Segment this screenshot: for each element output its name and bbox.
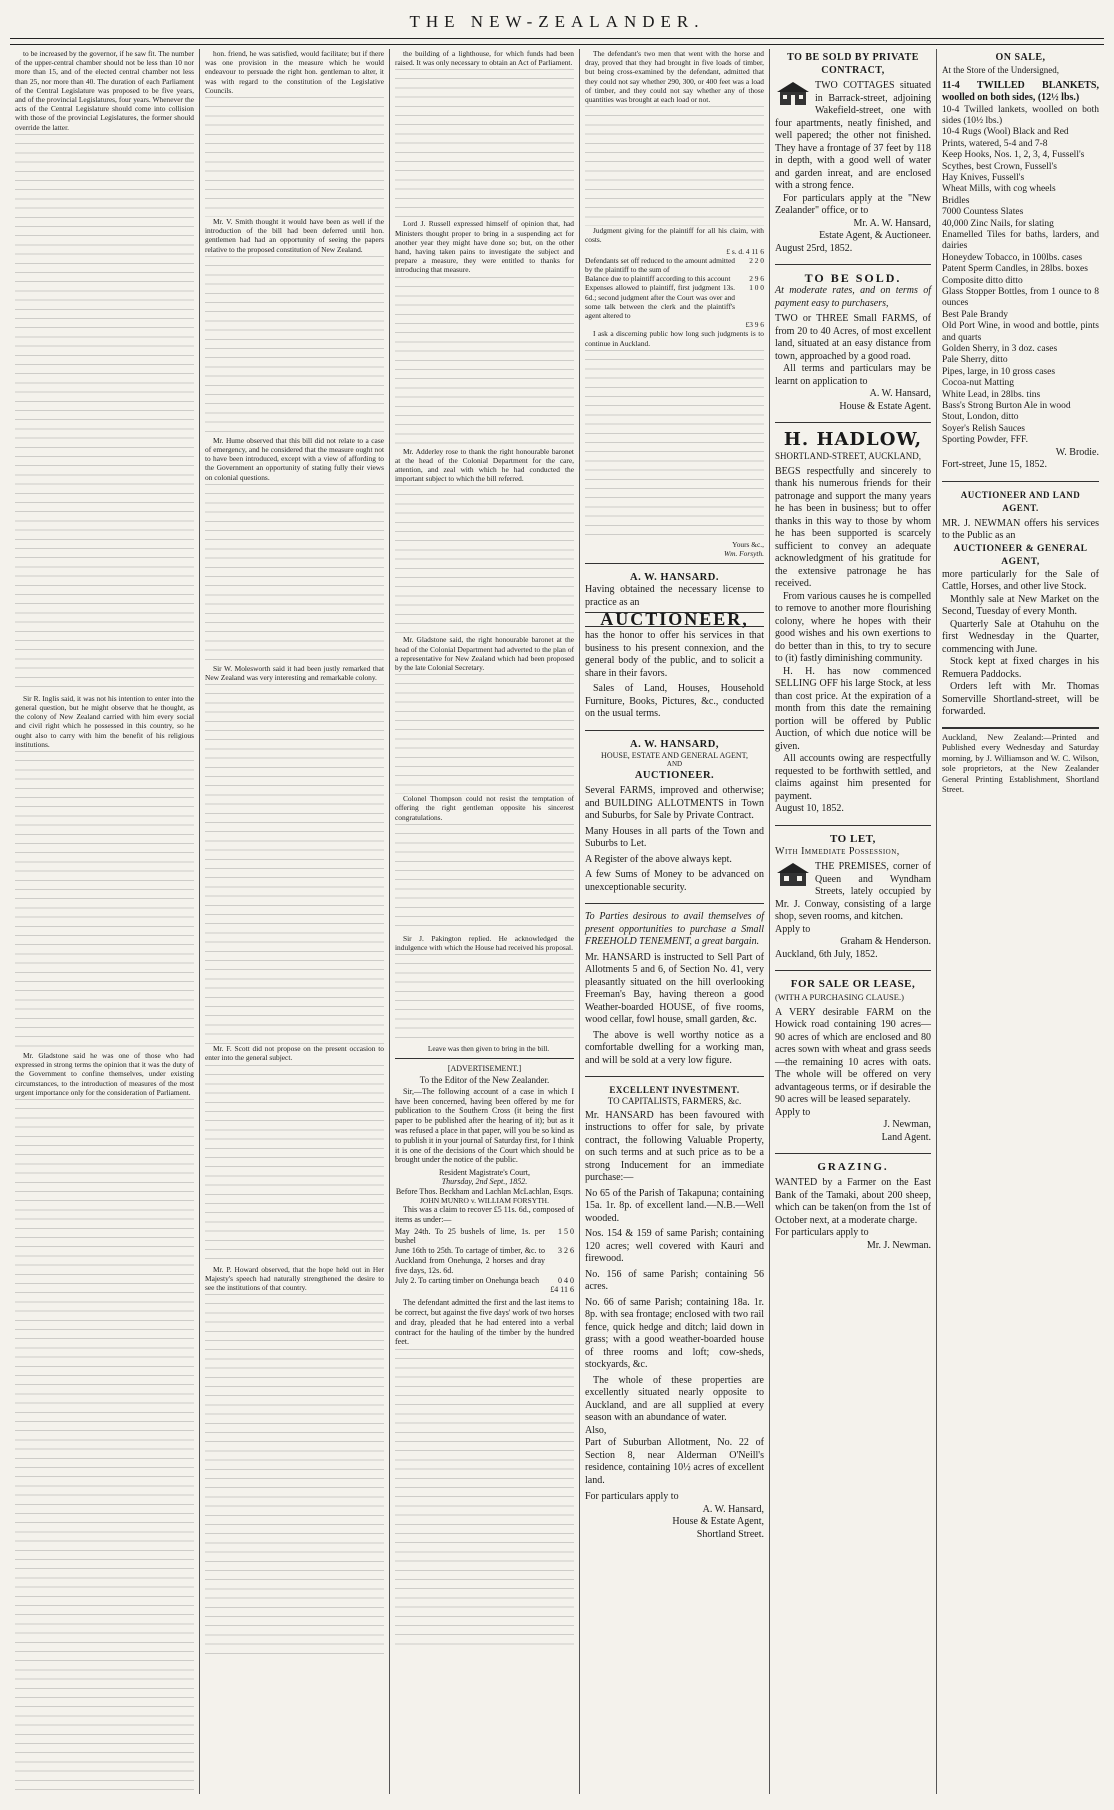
house-icon bbox=[775, 861, 811, 887]
ad-text: For particulars apply at the "New Zealander" office, or to bbox=[775, 192, 931, 216]
column-5-right bbox=[937, 49, 1104, 1794]
ad-signature: Graham & Henderson. bbox=[840, 936, 931, 947]
ad-heading: H. HADLOW, bbox=[783, 429, 923, 450]
column-4 bbox=[580, 49, 770, 1794]
ad-heading: TO BE SOLD BY PRIVATE CONTRACT, bbox=[787, 52, 919, 76]
claim-item bbox=[395, 1227, 574, 1247]
property-lot: Nos. 154 & 159 of same Parish; containing 120 acres; well covered with Kauri and firewood. bbox=[585, 1228, 764, 1265]
column-5 bbox=[770, 49, 1104, 1794]
claim-item bbox=[395, 1246, 574, 1275]
ad-heading: AUCTIONEER AND LAND AGENT. bbox=[960, 489, 1081, 513]
account-label: Expenses allowed to plaintiff, first judgment 13s. 6d.; second judgment after the Court was over and some talk between the clerk and the plaintiff's agent altered to bbox=[585, 283, 735, 321]
letter-body: Sir,—The following account of a case in which I have been concerned, having been offered by me for publication to the Southern Cross (it being the first paper to be published after the hearing of it); but as it was refused a place in that paper, will you be so kind as to publish it in your journal of Saturday first, for I think it is one of the decisions of the Court which should be brought under the notice of the public. bbox=[395, 1086, 574, 1165]
goods-item: Hay Knives, Fussell's bbox=[942, 172, 1025, 183]
ad-text: MR. J. NEWMAN offers his services to the Public as an bbox=[942, 517, 1099, 542]
letter-closing: Yours &c., bbox=[732, 539, 764, 549]
divider bbox=[775, 264, 931, 265]
ad-date: Auckland, 6th July, 1852. bbox=[775, 948, 878, 960]
ad-subheading: AND bbox=[666, 760, 683, 769]
ad-signature: Land Agent. bbox=[881, 1131, 931, 1143]
article-paragraph: Sir R. Inglis said, it was not his intention to enter into the general question, but he might observe that he thought, as the colony of New Zealand carried with him every social and civil right which he possessed in this country, so he ought also to carry with him the benefit of his religious institutions. bbox=[15, 693, 194, 749]
ad-text: Orders left with Mr. Thomas Somerville Shortland-street, will be forwarded. bbox=[942, 681, 1099, 718]
divider bbox=[585, 730, 764, 731]
account-row bbox=[585, 283, 764, 320]
ad-text: Quarterly Sale at Otahuhu on the first Wednesday in the Quarter, commencing with June. bbox=[942, 618, 1099, 655]
printer-imprint: Auckland, New Zealand:—Printed and Published every Wednesday and Saturday morning, by J. Williamson and W. C. Wilson, sole proprietors, at the New Zealander General Printing Establishment, Shortland Street. bbox=[942, 727, 1099, 795]
claim-item-amount: 1 5 0 bbox=[558, 1226, 574, 1236]
goods-item: 40,000 Zinc Nails, for slating bbox=[942, 218, 1054, 229]
court-heading: Resident Magistrate's Court, bbox=[439, 1168, 530, 1178]
divider bbox=[585, 903, 764, 904]
goods-item: 10-4 Rugs (Wool) Black and Red bbox=[942, 127, 1069, 138]
column-1 bbox=[10, 49, 200, 1794]
article-text-block bbox=[15, 751, 194, 1051]
goods-item: Best Pale Brandy bbox=[942, 309, 1008, 320]
ad-signature: W. Brodie. bbox=[1055, 446, 1099, 458]
goods-item: Honeydew Tobacco, in 100lbs. cases bbox=[942, 252, 1083, 263]
claim-item-label: June 16th to 25th. To cartage of timber, &c. to Auckland from Onehunga, 2 horses and dray five days, 12s. 6d. bbox=[395, 1246, 545, 1275]
claim-item-amount: 0 4 0 bbox=[558, 1275, 574, 1285]
goods-item: Bridles bbox=[942, 195, 970, 206]
ad-text: WANTED by a Farmer on the East Bank of the Tamaki, about 200 sheep, which can be taken(on from the 1st of October next, at a moderate charge. bbox=[775, 1177, 931, 1226]
ad-subheading: With Immediate Possession, bbox=[775, 845, 900, 857]
investment-ad bbox=[585, 1082, 764, 1545]
goods-item: Glass Stopper Bottles, from 1 ounce to 8 ounces bbox=[942, 287, 1099, 309]
house-icon bbox=[775, 80, 811, 106]
grazing-ad bbox=[775, 1159, 931, 1256]
goods-item: 10-4 Twilled lankets, woolled on both sides (10½ lbs.) bbox=[942, 104, 1099, 126]
ad-text: Stock kept at fixed charges in his Remuera Paddocks. bbox=[942, 656, 1099, 680]
ad-signature: Mr. J. Newman. bbox=[866, 1239, 931, 1251]
article-paragraph: The defendant admitted the first and the last items to be correct, but against the five days' work of two horses and dray, pleaded that he had entered into a verbal contract for the hauling of the timber by the hundred feet. bbox=[395, 1298, 574, 1347]
property-lot: No. 66 of same Parish; containing 18a. 1r. 8p. with sea frontage; enclosed with two rail fence, quick hedge and ditch; laid down in grass; with a good weather-boarded house of three rooms and loft; cow-sheds, stockyards, &c. bbox=[585, 1296, 764, 1371]
divider bbox=[585, 563, 764, 564]
ad-subheading: At the Store of the Undersigned, bbox=[942, 65, 1059, 75]
article-paragraph: I ask a discerning public how long such judgments is to continue in Auckland. bbox=[585, 329, 764, 348]
ad-subheading: SHORTLAND-STREET, AUCKLAND, bbox=[775, 451, 922, 461]
ad-text: A few Sums of Money to be advanced on unexceptionable security. bbox=[585, 869, 764, 893]
ad-text: Part of Suburban Allotment, No. 22 of Section 8, near Alderman O'Neill's residence, containing 10½ acres of excellent land. bbox=[585, 1437, 764, 1486]
masthead-title: THE NEW-ZEALANDER. bbox=[10, 12, 1104, 45]
article-paragraph: Leave was then given to bring in the bill. bbox=[427, 1044, 550, 1054]
ad-heading: EXCELLENT INVESTMENT. bbox=[609, 1085, 740, 1096]
article-text-block bbox=[205, 684, 384, 1044]
columns bbox=[10, 49, 1104, 1794]
ad-text: Several FARMS, improved and otherwise; and BUILDING ALLOTMENTS in Town and Suburbs, for Sale by Private Contract. bbox=[585, 785, 764, 822]
article-text-block bbox=[395, 674, 574, 794]
divider bbox=[775, 825, 931, 826]
article-text-block bbox=[585, 106, 764, 226]
goods-item: Composite ditto ditto bbox=[942, 275, 1023, 286]
goods-item: Golden Sherry, in 3 doz. cases bbox=[942, 344, 1058, 355]
property-lot: No. 156 of same Parish; containing 56 acres. bbox=[585, 1268, 764, 1293]
ad-signature: Estate Agent, & Auctioneer. bbox=[819, 230, 931, 241]
ad-body: THE PREMISES, corner of Queen and Wyndham Streets, lately occupied by Mr. J. Conway, consisting of a large shop, seven rooms, and kitchen. bbox=[775, 861, 931, 922]
goods-item: Pale Sherry, ditto bbox=[942, 355, 1008, 366]
article-text-block bbox=[15, 1099, 194, 1794]
account-label: Balance due to plaintiff according to this account bbox=[585, 274, 731, 284]
article-text-block bbox=[395, 824, 574, 934]
article-text-block bbox=[585, 350, 764, 540]
article-paragraph: The defendant's two men that went with the horse and dray, proved that they had brought in five loads of timber, but being cross-examined by the defendant, admitted that they could not say whether 290, 300, or 400 feet was a load of timber, and they could not say whether any of those quantities was brought at each load or not. bbox=[585, 49, 764, 105]
article-paragraph: the building of a lighthouse, for which funds had been raised. It was only necessary to obtain an Act of Parliament. bbox=[395, 49, 574, 68]
ad-text: Having obtained the necessary license to practice as an bbox=[585, 584, 764, 608]
divider bbox=[775, 970, 931, 971]
ad-heading: ON SALE, bbox=[995, 52, 1046, 63]
goods-item: Soyer's Relish Sauces bbox=[942, 423, 1025, 434]
letter-addressee: To the Editor of the New Zealander. bbox=[419, 1074, 550, 1085]
article-paragraph: Colonel Thompson could not resist the temptation of offering the right gentleman opposite his sincerest congratulations. bbox=[395, 794, 574, 822]
article-paragraph: Judgment giving for the plaintiff for all his claim, with costs. bbox=[585, 226, 764, 245]
lease-ad bbox=[775, 976, 931, 1148]
on-sale-ad bbox=[942, 49, 1099, 476]
ad-text: Sales of Land, Houses, Household Furniture, Books, Pictures, &c., conducted on the usual terms. bbox=[585, 683, 764, 720]
article-paragraph: to be increased by the governor, if he saw fit. The number of the upper-central chamber should not be less than 10 nor more than 15, and of the elected central chamber not less than 25, nor more than 40. The duration of each Parliament of the Central Legislature was proposed to be five years, and of the provincial Legislatures, four years. Whenever the acts of the Central Legislature should come into collision with those of the provincial Legislatures, the former should override the latter. bbox=[15, 49, 194, 132]
goods-list bbox=[942, 105, 1099, 447]
account-final: £3 9 6 bbox=[745, 320, 764, 330]
ad-text: Apply to bbox=[775, 923, 811, 935]
ad-subheading: AUCTIONEER & GENERAL AGENT, bbox=[953, 543, 1088, 567]
claim-items bbox=[395, 1227, 574, 1296]
article-paragraph: Mr. F. Scott did not propose on the present occasion to enter into the general subject. bbox=[205, 1044, 384, 1063]
article-paragraph: Mr. Hume observed that this bill did not relate to a case of emergency, and he considered that the measure ought not to have been introduced, except with a view of affording to the Government an opportunity of stating fully their views on colonial questions. bbox=[205, 435, 384, 482]
ad-text: Many Houses in all parts of the Town and Suburbs to Let. bbox=[585, 825, 764, 850]
goods-item: Wheat Mills, with cog wheels bbox=[942, 184, 1056, 195]
article-text-block bbox=[205, 97, 384, 217]
advertisement-label: [ADVERTISEMENT.] bbox=[447, 1064, 522, 1074]
goods-item: Stout, London, ditto bbox=[942, 412, 1019, 423]
to-let-ad bbox=[775, 831, 931, 966]
ad-text: The above is well worthy notice as a comfortable dwelling for a working man, and will be sold at a very low figure. bbox=[585, 1029, 764, 1066]
freehold-ad bbox=[585, 909, 764, 1071]
ad-text: From various causes he is compelled to remove to another more flourishing colony, where he hopes with their good wishes and his own exertions to do better than in this, to try to secure to (it) fastly diminishing community. bbox=[775, 590, 931, 664]
claim-total: £4 11 6 bbox=[550, 1285, 574, 1295]
ad-subheading: AUCTIONEER. bbox=[634, 770, 715, 782]
ad-text: Apply to bbox=[775, 1106, 811, 1118]
ad-text: The whole of these properties are excellently situated nearly opposite to Auckland, and are all supplied at every season with an abundance of water. bbox=[585, 1374, 764, 1424]
hadlow-ad bbox=[775, 428, 931, 820]
ad-text: Monthly sale at New Market on the Second, Tuesday of every Month. bbox=[942, 593, 1099, 618]
goods-item: 7000 Countess Slates bbox=[942, 207, 1024, 218]
ad-text: Also, bbox=[585, 1424, 607, 1436]
article-text-block bbox=[395, 1349, 574, 1649]
ad-signature: House & Estate Agent, bbox=[672, 1516, 764, 1528]
court-claim: This was a claim to recover £5 11s. 6d., composed of items as under:— bbox=[395, 1205, 574, 1224]
ad-date: August 25rd, 1852. bbox=[775, 242, 853, 254]
ad-subheading: (WITH A PURCHASING CLAUSE.) bbox=[775, 992, 904, 1002]
ad-heading: FOR SALE OR LEASE, bbox=[790, 978, 916, 990]
ad-heading: TO LET, bbox=[830, 832, 876, 845]
account-row bbox=[585, 274, 764, 283]
ad-date: Fort-street, June 15, 1852. bbox=[942, 459, 1047, 471]
article-paragraph: Mr. V. Smith thought it would have been as well if the introduction of the bill had been deferred until hon. gentlemen had had an opportunity of seeing the papers relative to the proposed constitution of New Zealand. bbox=[205, 217, 384, 254]
article-text-block bbox=[15, 134, 194, 694]
ad-subheading: HOUSE, ESTATE AND GENERAL AGENT, bbox=[601, 750, 748, 760]
ad-text: A VERY desirable FARM on the Howick road containing 190 acres—90 acres of which are enclosed and 80 acres sown with wheat and grass seeds—the remaining 10 acres with oats. The whole will be offered on very advantageous terms, or if desirable the 90 acres will be leased separately. bbox=[775, 1006, 931, 1105]
property-lot: No 65 of the Parish of Takapuna; containing 15a. 1r. 8p. of excellent land.—N.B.—Well wooded. bbox=[585, 1187, 764, 1224]
ad-text: All terms and particulars may be learnt on application to bbox=[775, 363, 931, 387]
article-text-block bbox=[395, 69, 574, 219]
article-paragraph: Sir J. Pakington replied. He acknowledged the indulgence with which the House had received his proposal. bbox=[395, 933, 574, 953]
ad-signature: A. W. Hansard, bbox=[702, 1503, 764, 1515]
divider bbox=[775, 422, 931, 423]
article-text-block bbox=[395, 954, 574, 1044]
ad-signature: J. Newman, bbox=[883, 1119, 931, 1130]
ad-text: For particulars apply to bbox=[775, 1227, 869, 1238]
farms-ad bbox=[775, 270, 931, 417]
goods-item: Enamelled Tiles for baths, larders, and dairies bbox=[942, 229, 1099, 252]
ad-text: A Register of the above always kept. bbox=[585, 853, 732, 865]
ad-text: has the honor to offer his services in that business to his present connexion, and the general body of the public, and to solicit a share in their favors. bbox=[585, 630, 764, 679]
column-5-left bbox=[770, 49, 937, 1794]
hansard-agent-ad bbox=[585, 736, 764, 898]
article-text-block bbox=[395, 277, 574, 447]
cottages-ad bbox=[775, 49, 931, 259]
ad-text: TWO or THREE Small FARMS, of from 20 to 40 Acres, of most excellent land, situated at an easy distance from town, approached by a good road. bbox=[775, 313, 931, 362]
goods-item: Old Port Wine, in wood and bottle, pints and quarts bbox=[942, 321, 1099, 343]
court-parties: JOHN MUNRO v. WILLIAM FORSYTH. bbox=[420, 1195, 549, 1205]
goods-item: Keep Hooks, Nos. 1, 2, 3, 4, Fussell's bbox=[942, 150, 1085, 161]
account-amount: 1 0 0 bbox=[749, 283, 764, 293]
ad-heading: A. W. HANSARD, bbox=[630, 738, 719, 750]
ad-subheading: At moderate rates, and on terms of payment easy to purchasers, bbox=[775, 285, 931, 309]
account-row bbox=[585, 256, 764, 274]
goods-item: Sporting Powder, FFF. bbox=[942, 435, 1028, 446]
ad-text: BEGS respectfully and sincerely to thank his numerous friends for their patronage and support the many years he has been in business; but to offer thanks in this way to those by whom he has been supported is scarcely sufficient to convey an adequate acknowledgment of his gratitude for the extensive patronage he has received. bbox=[775, 465, 931, 589]
goods-item: Pipes, large, in 10 gross cases bbox=[942, 366, 1056, 377]
judgment-total: £ s. d. 4 11 6 bbox=[726, 246, 764, 256]
claim-item-label: July 2. To carting timber on Onehunga beach bbox=[395, 1275, 540, 1285]
goods-item: White Lead, in 28lbs. tins bbox=[942, 389, 1041, 400]
ad-text: more particularly for the Sale of Cattle, Horses, and other live Stock. bbox=[942, 568, 1099, 593]
ad-signature: Shortland Street. bbox=[696, 1528, 764, 1540]
ad-heading: TO BE SOLD. bbox=[804, 271, 902, 285]
auctioneer-banner: AUCTIONEER, bbox=[585, 612, 764, 627]
ad-text: 11-4 TWILLED BLANKETS, woolled on both sides, (12½ lbs.) bbox=[942, 79, 1099, 103]
ad-signature: House & Estate Agent. bbox=[839, 400, 931, 412]
ad-text: For particulars apply to bbox=[585, 1491, 679, 1503]
article-paragraph: Mr. P. Howard observed, that the hope held out in Her Majesty's speech had naturally strengthened the desire to see the institutions of that country. bbox=[205, 1264, 384, 1293]
hansard-auctioneer-ad bbox=[585, 569, 764, 725]
ad-date: August 10, 1852. bbox=[775, 803, 844, 814]
account-amount: 2 2 0 bbox=[749, 255, 764, 265]
ad-subheading: TO CAPITALISTS, FARMERS, &c. bbox=[607, 1096, 742, 1107]
letter-signature: Wm. Forsyth. bbox=[723, 549, 764, 559]
divider bbox=[775, 1153, 931, 1154]
ad-signature: A. W. Hansard, bbox=[869, 388, 931, 399]
goods-item: Scythes, best Crown, Fussell's bbox=[942, 161, 1057, 172]
article-text-block bbox=[205, 1294, 384, 1654]
article-paragraph: Mr. Gladstone said he was one of those who had expressed in strong terms the opinion that it was the duty of the Government to confine themselves, under existing circumstances, to the introduction of measures of the most urgent importance only for the consideration of Parliament. bbox=[15, 1051, 194, 1097]
column-2 bbox=[200, 49, 390, 1794]
ad-text bbox=[775, 80, 931, 193]
ad-signature: Mr. A. W. Hansard, bbox=[853, 217, 931, 229]
ad-text: Mr. HANSARD has been favoured with instructions to offer for sale, by private contract, the following Valuable Property, on such terms and at such price as to be a strong Inducement for an immediate purchase:— bbox=[585, 1109, 764, 1184]
goods-item: Patent Sperm Candles, in 28lbs. boxes bbox=[942, 264, 1088, 275]
article-paragraph: hon. friend, he was satisfied, would facilitate; but if there was one provision in the measure which he would endeavour to persuade the right hon. gentleman to alter, it was with regard to the constitution of the Legislative Councils. bbox=[205, 49, 384, 95]
divider bbox=[395, 1058, 574, 1059]
account-amount: 2 9 6 bbox=[749, 274, 764, 284]
ad-heading: GRAZING. bbox=[817, 1161, 889, 1173]
goods-item: Cocoa-nut Matting bbox=[942, 378, 1015, 389]
newman-agent-ad bbox=[942, 487, 1099, 723]
column-3 bbox=[390, 49, 580, 1794]
article-paragraph: Lord J. Russell expressed himself of opinion that, had Ministers thought proper to bring in a suspending act for another year they might have done so; but, on the other hand, having taken pains to investigate the subject and prepare a measure, they were entitled to thanks for introducing that measure. bbox=[395, 219, 574, 275]
claim-item-label: May 24th. To 25 bushels of lime, 1s. per bushel bbox=[395, 1226, 545, 1246]
ad-text bbox=[775, 861, 931, 924]
ad-text: All accounts owing are respectfully requested to be forthwith settled, and claims against him presented for payment. bbox=[775, 753, 931, 802]
article-text-block bbox=[205, 256, 384, 436]
goods-item: Prints, watered, 5-4 and 7-8 bbox=[942, 138, 1048, 149]
ad-text: Mr. HANSARD is instructed to Sell Part of Allotments 5 and 6, of Section No. 41, very pleasantly situated on the hill overlooking Freeman's Bay, having thereon a good Weather-boarded HOUSE, of five rooms, wood cellar, fowl house, small garden, &c. bbox=[585, 951, 764, 1026]
goods-item: Bass's Strong Burton Ale in wood bbox=[942, 401, 1071, 412]
ad-heading: A. W. HANSARD. bbox=[630, 572, 719, 584]
claim-item-amount: 3 2 6 bbox=[558, 1246, 574, 1256]
divider bbox=[585, 1076, 764, 1077]
divider bbox=[942, 481, 1099, 482]
claim-item bbox=[395, 1276, 574, 1286]
account-label: Defendants set off reduced to the amount admitted by the plaintiff to the sum of bbox=[585, 255, 735, 275]
ad-body: TWO COTTAGES situated in Barrack-street, adjoining Wakefield-street, one with four apartments, neatly finished, and well papered; the other not finished. They have a frontage of 37 feet by 118 in depth, with a good well of water and garden inreat, and are enclosed with a strong fence. bbox=[775, 80, 931, 191]
ad-text: H. H. has now commenced SELLING OFF his large Stock, at less than cost price. At the expiration of a month from this date the remaining portion will be offered by Public Auction, of which due notice will be given. bbox=[775, 665, 931, 752]
article-paragraph: Mr. Adderley rose to thank the right honourable baronet at the head of the Colonial Department for the care, attention, and zeal with which he had conducted the important subject to which the bill referred. bbox=[395, 446, 574, 484]
ad-text: To Parties desirous to avail themselves of present opportunities to purchase a Small FREEHOLD TENEMENT, a great bargain. bbox=[585, 911, 764, 948]
court-before: Before Thos. Beckham and Lachlan McLachlan, Esqrs. bbox=[395, 1186, 574, 1196]
article-text-block bbox=[205, 1065, 384, 1265]
article-text-block bbox=[395, 485, 574, 635]
article-paragraph: Sir W. Molesworth said it had been justly remarked that New Zealand was very interesting and remarkable colony. bbox=[205, 663, 384, 683]
article-paragraph: Mr. Gladstone said, the right honourable baronet at the head of the Colonial Department had adverted to the plan of a representative for New Zealand which had been proposed by the late Colonial Secretary. bbox=[395, 635, 574, 673]
article-text-block bbox=[205, 484, 384, 664]
court-date: Thursday, 2nd Sept., 1852. bbox=[441, 1177, 528, 1187]
